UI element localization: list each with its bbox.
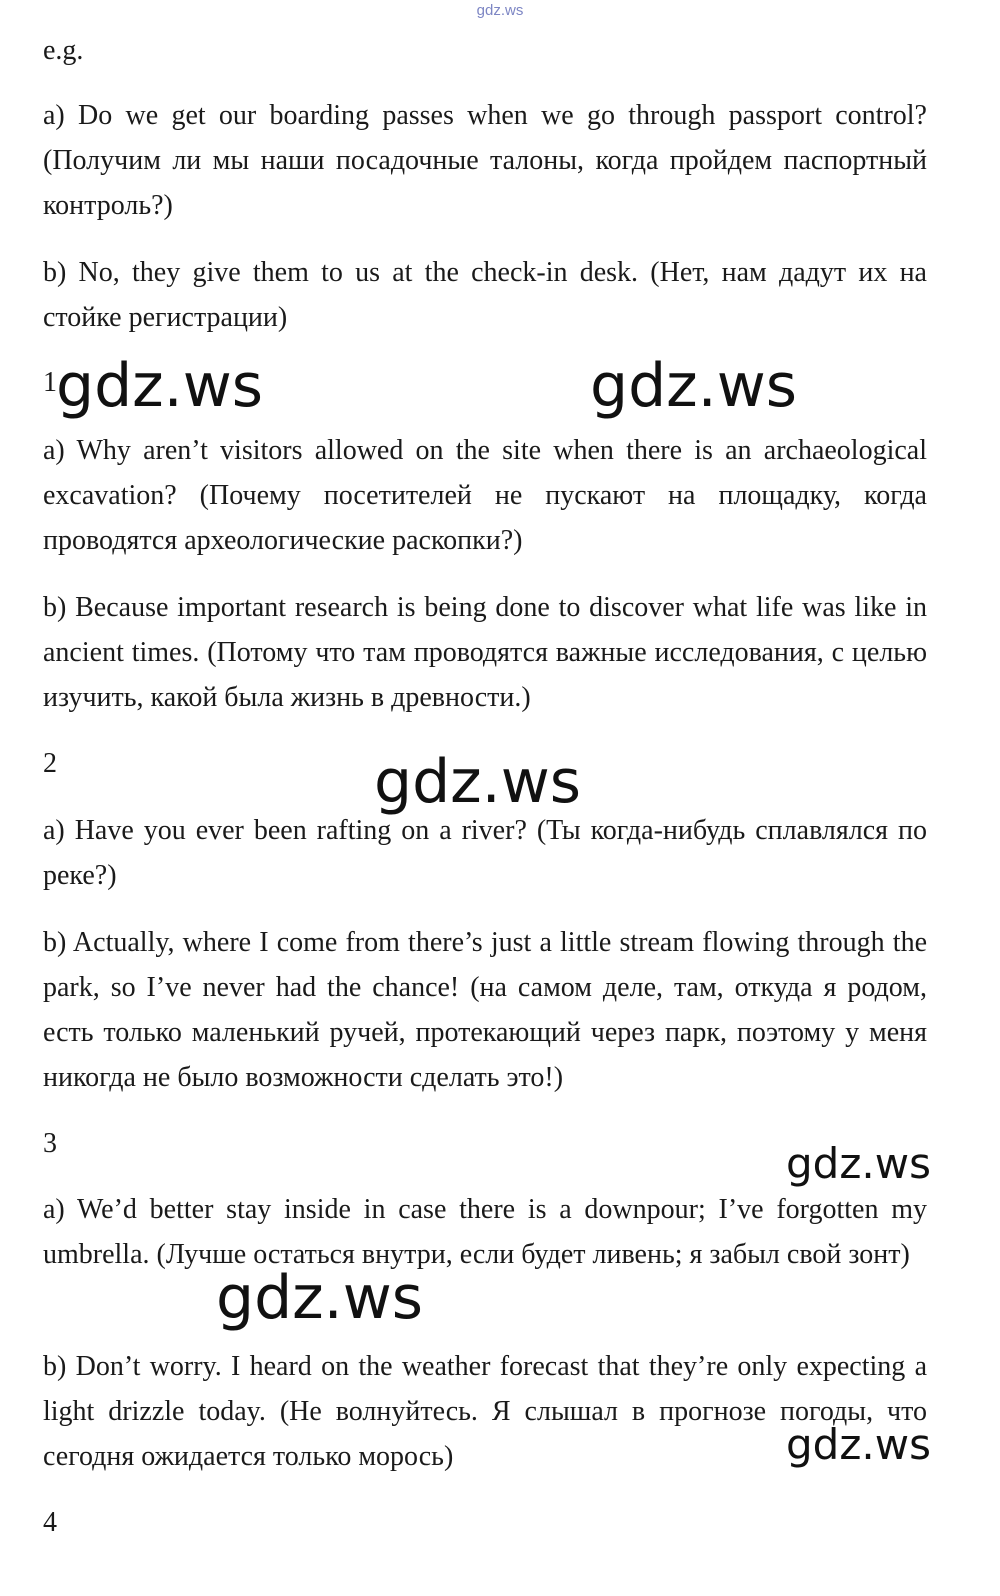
item-3-answer-a: a) We’d better stay inside in case there is a downpour; I’ve forgotten my umbrella. (Лучше остаться внутри, если будет ливень; я забыл свой зонт)	[43, 1194, 927, 1270]
item-2-answer-b: b) Actually, where I come from there’s just a little stream flowing through the park, so I’ve never had the chance! (на самом деле, там, откуда я родом, есть только маленький ручей, протекающий через парк, поэтому у меня никогда не было возможности сделать это!)	[43, 927, 927, 1093]
watermark-stamp: gdz.ws	[786, 1420, 931, 1469]
watermark-stamp: gdz.ws	[56, 351, 264, 421]
item-number-2: 2	[43, 748, 57, 779]
eg-label: e.g.	[43, 35, 84, 66]
item-number-4: 4	[43, 1507, 57, 1538]
item-2-answer-a: a) Have you ever been rafting on a river? (Ты когда-нибудь сплавлялся по реке?)	[43, 815, 927, 891]
top-watermark: gdz.ws	[476, 2, 524, 19]
item-3-answer-b: b) Don’t worry. I heard on the weather forecast that they’re only expecting a light drizzle today. (Не волнуйтесь. Я слышал в прогнозе погоды, что сегодня ожидается только морось)	[43, 1351, 927, 1472]
watermark-stamp: gdz.ws	[374, 747, 582, 817]
item-1-answer-b: b) Because important research is being done to discover what life was like in ancient times. (Потому что там проводятся важные исследования, с целью изучить, какой была жизнь в древности.)	[43, 592, 927, 713]
item-number-3: 3	[43, 1128, 57, 1159]
example-answer-b: b) No, they give them to us at the check-in desk. (Нет, нам дадут их на стойке регистрации)	[43, 257, 927, 333]
watermark-stamp: gdz.ws	[216, 1263, 424, 1333]
example-answer-a: a) Do we get our boarding passes when we go through passport control? (Получим ли мы наши посадочные талоны, когда пройдем паспортный контроль?)	[43, 100, 927, 221]
watermark-stamp: gdz.ws	[786, 1139, 931, 1188]
watermark-stamp: gdz.ws	[590, 351, 798, 421]
item-number-1: 1	[43, 367, 57, 398]
item-1-answer-a: a) Why aren’t visitors allowed on the site when there is an archaeological excavation? (Почему посетителей не пускают на площадку, когда проводятся археологические раскопки?)	[43, 435, 927, 556]
